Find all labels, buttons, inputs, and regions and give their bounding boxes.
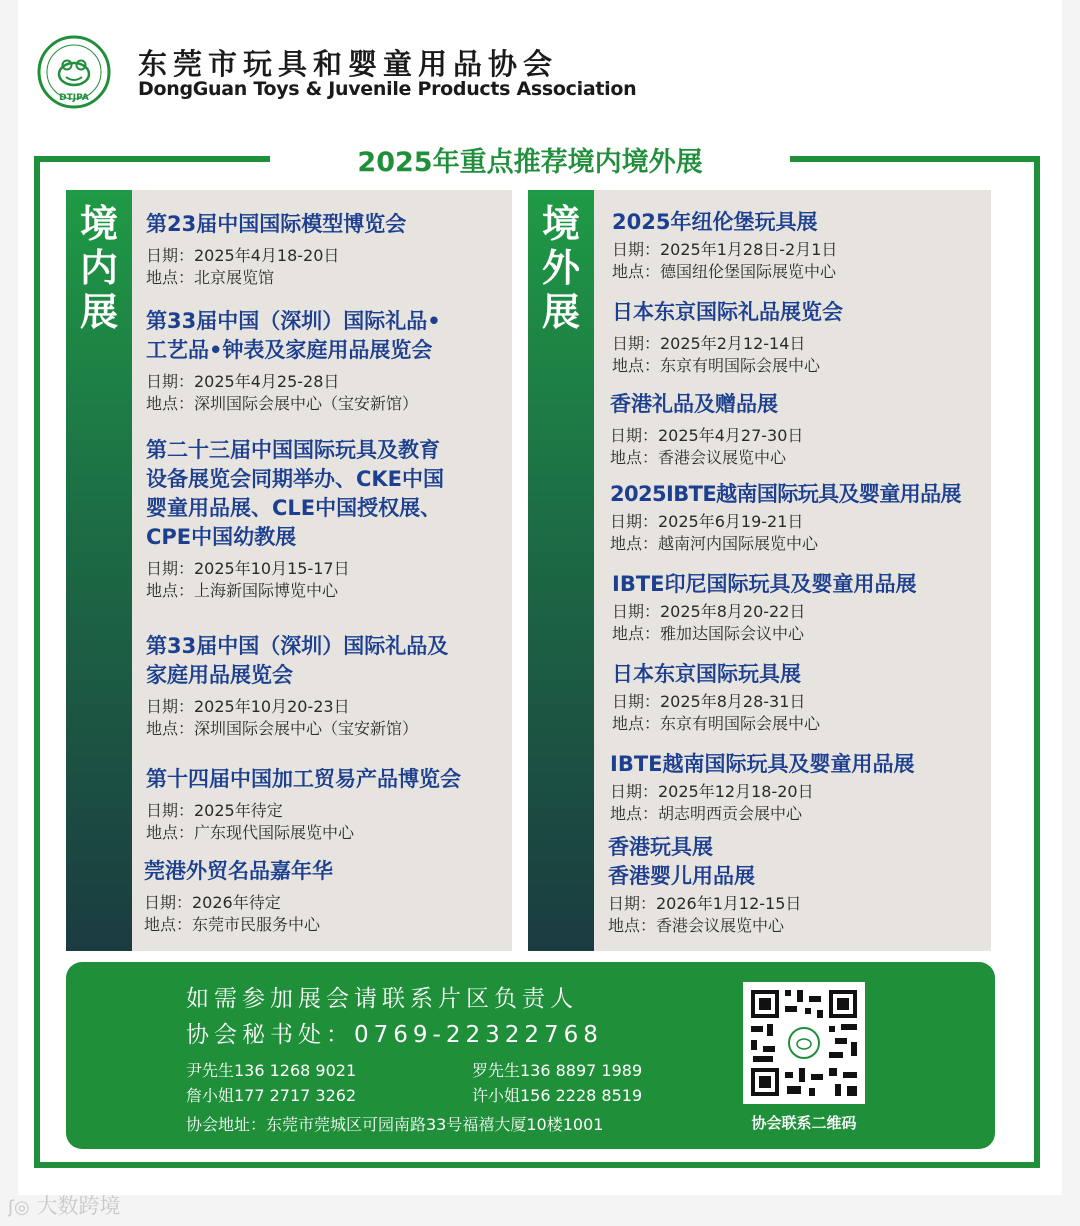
event-date: 日期：2026年待定 [144, 893, 281, 912]
domestic-label-char: 内 [79, 246, 118, 290]
domestic-expo-panel [66, 190, 512, 951]
event-title: 2025IBTE越南国际玩具及婴童用品展 [610, 482, 961, 506]
event-title: 日本东京国际玩具展 [612, 662, 801, 686]
domestic-event [146, 436, 444, 602]
event-date: 日期：2025年12月18-20日 [610, 782, 814, 801]
event-place: 地点：越南河内国际展览中心 [610, 534, 819, 553]
overseas-label-char: 境 [541, 202, 580, 246]
event-date: 日期：2025年待定 [146, 801, 283, 820]
domestic-event [146, 632, 448, 740]
event-place: 地点：北京展览馆 [146, 268, 275, 287]
event-title: 第23届中国国际模型博览会 [146, 212, 407, 236]
event-date: 日期：2025年10月20-23日 [146, 697, 350, 716]
domestic-event [144, 857, 333, 936]
event-title: 第33届中国（深圳）国际礼品及 [146, 634, 449, 658]
event-place: 地点：深圳国际会展中心（宝安新馆） [146, 394, 419, 413]
qr-code-label: 协会联系二维码 [751, 1114, 857, 1132]
organization-name-cn: 东莞市玩具和婴童用品协会 [138, 47, 559, 81]
organization-name-en: DongGuan Toys & Juvenile Products Association [138, 78, 637, 100]
frame-top-right-bar [790, 156, 1040, 162]
event-place: 地点：广东现代国际展览中心 [146, 823, 355, 842]
overseas-expo-panel [528, 190, 991, 951]
logo-text: DTJPA [59, 93, 89, 103]
event-title: CPE中国幼教展 [146, 525, 297, 549]
watermark [8, 1190, 120, 1220]
domestic-sidebar [66, 190, 132, 951]
event-title: 第二十三届中国国际玩具及教育 [146, 438, 440, 462]
domestic-label [66, 202, 132, 334]
association-logo-icon [36, 34, 112, 110]
secretariat-phone: 协会秘书处：0769-22322768 [186, 1022, 603, 1048]
event-date: 日期：2025年2月12-14日 [612, 334, 806, 353]
overseas-event [612, 208, 837, 283]
contact-person: 尹先生136 1268 9021 [186, 1061, 357, 1080]
overseas-sidebar [528, 190, 594, 951]
page-title: 2025年重点推荐境内境外展 [357, 147, 703, 178]
event-place: 地点：香港会议展览中心 [610, 448, 787, 467]
watermark-text: 大数跨境 [36, 1194, 121, 1218]
overseas-label-char: 展 [541, 290, 580, 334]
event-date: 日期：2026年1月12-15日 [608, 894, 802, 913]
event-place: 地点：东莞市民服务中心 [144, 915, 321, 934]
event-place: 地点：东京有明国际会展中心 [612, 356, 821, 375]
event-title: 莞港外贸名品嘉年华 [144, 859, 333, 883]
event-date: 日期：2025年8月28-31日 [612, 692, 806, 711]
event-date: 日期：2025年1月28日-2月1日 [612, 240, 838, 259]
event-date: 日期：2025年8月20-22日 [612, 602, 806, 621]
event-place: 地点：雅加达国际会议中心 [612, 624, 805, 643]
overseas-event [610, 480, 961, 555]
event-title: 工艺品•钟表及家庭用品展览会 [146, 338, 433, 362]
event-place: 地点：香港会议展览中心 [608, 916, 785, 935]
domestic-event [146, 307, 441, 415]
domestic-label-char: 境 [79, 202, 118, 246]
event-title: 日本东京国际礼品展览会 [612, 300, 843, 324]
overseas-event [610, 750, 915, 825]
domestic-label-char: 展 [79, 290, 118, 334]
event-title: 香港玩具展 [608, 835, 713, 859]
event-place: 地点：上海新国际博览中心 [146, 581, 339, 600]
event-place: 地点：东京有明国际会展中心 [612, 714, 821, 733]
contact-person: 詹小姐177 2717 3262 [186, 1086, 357, 1105]
event-title: 婴童用品展、CLE中国授权展、 [146, 496, 442, 520]
event-title: 香港礼品及赠品展 [610, 392, 778, 416]
event-title: IBTE印尼国际玩具及婴童用品展 [612, 572, 917, 596]
overseas-event [612, 660, 820, 735]
event-title: 家庭用品展览会 [146, 663, 293, 687]
contact-person: 许小姐156 2228 8519 [472, 1086, 643, 1105]
event-date: 日期：2025年10月15-17日 [146, 559, 350, 578]
event-date: 日期：2025年6月19-21日 [610, 512, 804, 531]
event-place: 地点：胡志明西贡会展中心 [610, 804, 803, 823]
event-title: 设备展览会同期举办、CKE中国 [146, 467, 445, 491]
event-title: 第33届中国（深圳）国际礼品• [146, 309, 441, 333]
domestic-event [146, 765, 461, 844]
watermark-logo-icon: ʃ◎ [8, 1197, 30, 1218]
overseas-event [612, 570, 917, 645]
overseas-label [528, 202, 594, 334]
event-title: 2025年纽伦堡玩具展 [612, 210, 818, 234]
event-title: 第十四届中国加工贸易产品博览会 [146, 767, 461, 791]
event-date: 日期：2025年4月18-20日 [146, 246, 340, 265]
event-date: 日期：2025年4月25-28日 [146, 372, 340, 391]
event-date: 日期：2025年4月27-30日 [610, 426, 804, 445]
contact-box [66, 962, 995, 1149]
overseas-event [608, 833, 801, 937]
overseas-label-char: 外 [541, 246, 580, 290]
event-place: 地点：德国纽伦堡国际展览中心 [612, 262, 837, 281]
association-address: 协会地址：东莞市莞城区可园南路33号福禧大厦10楼1001 [186, 1115, 604, 1134]
event-place: 地点：深圳国际会展中心（宝安新馆） [146, 719, 419, 738]
event-title: 香港婴儿用品展 [608, 864, 755, 888]
overseas-event [610, 390, 803, 469]
contact-person: 罗先生136 8897 1989 [472, 1061, 643, 1080]
domestic-event [146, 210, 406, 289]
contact-heading: 如需参加展会请联系片区负责人 [186, 986, 578, 1012]
frame-top-left-bar [34, 156, 270, 162]
event-title: IBTE越南国际玩具及婴童用品展 [610, 752, 915, 776]
qr-code-icon[interactable] [743, 982, 865, 1104]
overseas-event [612, 298, 843, 377]
